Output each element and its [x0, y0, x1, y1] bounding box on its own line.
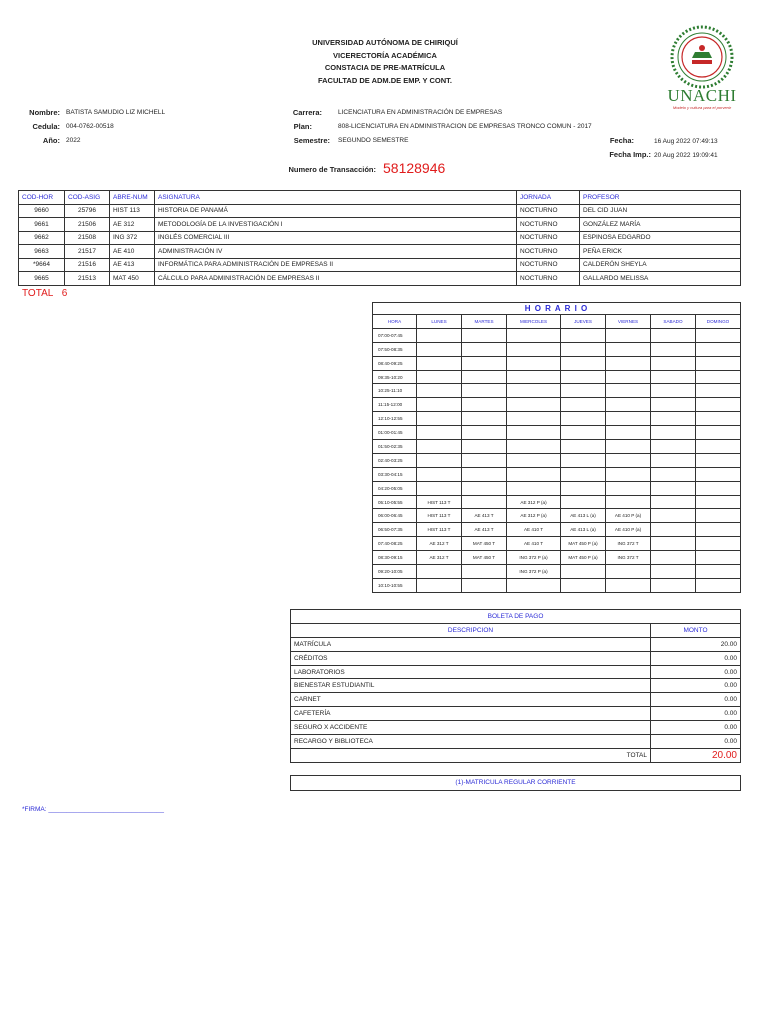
- schedule-cell: AE 410 T: [507, 523, 561, 537]
- time-slot: 07:50-08:35: [373, 342, 417, 356]
- column-header: ABRE-NUM: [110, 191, 155, 205]
- schedule-cell: AE 312 T: [417, 551, 462, 565]
- schedule-cell: [462, 440, 507, 454]
- schedule-cell: [606, 328, 651, 342]
- schedule-cell: [507, 370, 561, 384]
- total-label: TOTAL: [22, 288, 53, 299]
- boleta-amount: 0.00: [651, 693, 741, 707]
- schedule-cell: [606, 440, 651, 454]
- nombre-value: BATISTA SAMUDIO LIZ MICHELL: [66, 109, 166, 116]
- boleta-amount: 0.00: [651, 665, 741, 679]
- schedule-cell: [606, 426, 651, 440]
- table-cell: 21513: [65, 272, 110, 286]
- boleta-table: [290, 609, 741, 763]
- table-row: [19, 231, 741, 245]
- schedule-cell: [561, 398, 606, 412]
- schedule-cell: [417, 440, 462, 454]
- boleta-amount: 20.00: [651, 637, 741, 651]
- schedule-cell: [417, 342, 462, 356]
- boleta-description: BIENESTAR ESTUDIANTIL: [291, 679, 651, 693]
- boleta-amount: 0.00: [651, 651, 741, 665]
- time-slot: 06:50-07:35: [373, 523, 417, 537]
- horario-title: H O R A R I O: [373, 303, 741, 315]
- schedule-cell: [561, 495, 606, 509]
- table-cell: INFORMÁTICA PARA ADMINISTRACIÓN DE EMPRESAS II: [155, 258, 517, 272]
- ano-label: Año:: [42, 136, 60, 145]
- boleta-title-row: [291, 610, 741, 624]
- schedule-cell: [462, 398, 507, 412]
- table-row: [19, 218, 741, 232]
- schedule-cell: [561, 356, 606, 370]
- schedule-cell: [606, 370, 651, 384]
- schedule-cell: [651, 537, 696, 551]
- monto-header: MONTO: [651, 623, 741, 637]
- schedule-cell: [606, 412, 651, 426]
- schedule-cell: [507, 356, 561, 370]
- boleta-row: [291, 637, 741, 651]
- table-cell: 21506: [65, 218, 110, 232]
- horario-row: [373, 578, 741, 592]
- schedule-cell: ING 372 T: [606, 551, 651, 565]
- schedule-cell: [561, 384, 606, 398]
- table-row: [19, 272, 741, 286]
- schedule-cell: [606, 578, 651, 592]
- table-cell: 9661: [19, 218, 65, 232]
- transaccion-label: Numero de Transacción:: [288, 165, 376, 174]
- schedule-cell: [696, 481, 741, 495]
- schedule-cell: [462, 453, 507, 467]
- table-cell: HIST 113: [110, 204, 155, 218]
- day-header: JUEVES: [561, 315, 606, 329]
- schedule-cell: [696, 453, 741, 467]
- schedule-cell: [606, 384, 651, 398]
- horario-row: [373, 495, 741, 509]
- matricula-note: (1)-MATRICULA REGULAR CORRIENTE: [290, 775, 741, 791]
- column-header: PROFESOR: [580, 191, 741, 205]
- transaccion-value: 58128946: [383, 160, 446, 176]
- horario-row: [373, 565, 741, 579]
- schedule-cell: [561, 440, 606, 454]
- schedule-cell: [696, 370, 741, 384]
- schedule-cell: [606, 467, 651, 481]
- schedule-cell: [651, 440, 696, 454]
- boleta-row: [291, 721, 741, 735]
- semestre-label: Semestre:: [293, 136, 330, 145]
- table-cell: AE 410: [110, 245, 155, 259]
- schedule-cell: AE 312 P (a): [507, 509, 561, 523]
- schedule-cell: [462, 578, 507, 592]
- day-header: MARTES: [462, 315, 507, 329]
- schedule-cell: [417, 398, 462, 412]
- total-courses: [22, 288, 67, 299]
- horario-row: [373, 481, 741, 495]
- schedule-cell: AE 413 L (a): [561, 523, 606, 537]
- schedule-cell: [417, 384, 462, 398]
- schedule-cell: [651, 356, 696, 370]
- unachi-logo: [662, 24, 742, 114]
- schedule-cell: AE 312 T: [417, 537, 462, 551]
- total-value: 6: [61, 288, 68, 299]
- schedule-cell: [696, 384, 741, 398]
- schedule-cell: [651, 578, 696, 592]
- time-slot: 09:20-10:05: [373, 565, 417, 579]
- schedule-cell: [462, 565, 507, 579]
- schedule-cell: [561, 370, 606, 384]
- schedule-cell: [696, 412, 741, 426]
- schedule-cell: [561, 328, 606, 342]
- horario-row: [373, 412, 741, 426]
- schedule-cell: [417, 481, 462, 495]
- time-slot: 06:00-06:45: [373, 509, 417, 523]
- table-cell: ESPINOSA EDGARDO: [580, 231, 741, 245]
- table-cell: GONZÁLEZ MARÍA: [580, 218, 741, 232]
- schedule-cell: [651, 426, 696, 440]
- schedule-cell: MAT 450 T: [462, 537, 507, 551]
- table-row: [19, 204, 741, 218]
- header-line: UNIVERSIDAD AUTÓNOMA DE CHIRIQUÍ: [312, 38, 458, 47]
- day-header: MIERCOLES: [507, 315, 561, 329]
- schedule-cell: [417, 370, 462, 384]
- carrera-value: LICENCIATURA EN ADMINISTRACIÓN DE EMPRESAS: [338, 109, 503, 116]
- day-header: SABADO: [651, 315, 696, 329]
- schedule-cell: [606, 398, 651, 412]
- boleta-description: MATRÍCULA: [291, 637, 651, 651]
- header-line: CONSTACIA DE PRE-MATRÍCULA: [324, 63, 446, 72]
- schedule-cell: [696, 509, 741, 523]
- descripcion-header: DESCRIPCION: [291, 623, 651, 637]
- table-cell: 9662: [19, 231, 65, 245]
- column-header: COD-ASIG: [65, 191, 110, 205]
- schedule-cell: [606, 453, 651, 467]
- table-cell: PEÑA ERICK: [580, 245, 741, 259]
- schedule-cell: [417, 426, 462, 440]
- logo-text: UNACHI: [667, 86, 737, 105]
- fecha-imp-label: Fecha Imp.:: [609, 150, 651, 159]
- table-cell: 9665: [19, 272, 65, 286]
- time-slot: 09:35-10:20: [373, 370, 417, 384]
- table-cell: INGLÉS COMERCIAL III: [155, 231, 517, 245]
- semestre-value: SEGUNDO SEMESTRE: [338, 137, 409, 144]
- schedule-cell: ING 372 P (a): [507, 565, 561, 579]
- schedule-cell: [651, 481, 696, 495]
- schedule-cell: MAT 450 P (a): [561, 537, 606, 551]
- fecha-label: Fecha:: [609, 136, 634, 145]
- table-cell: NOCTURNO: [517, 231, 580, 245]
- schedule-cell: [462, 467, 507, 481]
- plan-label: Plan:: [293, 122, 312, 131]
- time-slot: 10:25-11:10: [373, 384, 417, 398]
- table-cell: MAT 450: [110, 272, 155, 286]
- boleta-description: RECARGO Y BIBLIOTECA: [291, 735, 651, 749]
- horario-row: [373, 509, 741, 523]
- boleta-row: [291, 707, 741, 721]
- schedule-cell: [507, 578, 561, 592]
- schedule-cell: [507, 453, 561, 467]
- day-header: DOMINGO: [696, 315, 741, 329]
- horario-row: [373, 467, 741, 481]
- table-cell: 25796: [65, 204, 110, 218]
- boleta-amount: 0.00: [651, 735, 741, 749]
- boleta-total-label: TOTAL: [291, 748, 651, 762]
- schedule-cell: [606, 565, 651, 579]
- schedule-cell: [651, 370, 696, 384]
- horario-row: [373, 342, 741, 356]
- horario-row: [373, 440, 741, 454]
- schedule-cell: [507, 426, 561, 440]
- schedule-cell: [696, 523, 741, 537]
- schedule-cell: HIST 113 T: [417, 523, 462, 537]
- horario-row: [373, 551, 741, 565]
- table-cell: AE 312: [110, 218, 155, 232]
- schedule-cell: AE 410 P (a): [606, 523, 651, 537]
- schedule-cell: [417, 412, 462, 426]
- schedule-cell: [651, 398, 696, 412]
- time-slot: 08:30-09:15: [373, 551, 417, 565]
- boleta-row: [291, 679, 741, 693]
- nombre-label: Nombre:: [29, 108, 60, 117]
- table-cell: 21516: [65, 258, 110, 272]
- schedule-cell: [651, 551, 696, 565]
- boleta-description: CARNET: [291, 693, 651, 707]
- boleta-description: SEGURO X ACCIDENTE: [291, 721, 651, 735]
- horario-row: [373, 328, 741, 342]
- ano-value: 2022: [66, 137, 81, 144]
- table-cell: NOCTURNO: [517, 204, 580, 218]
- schedule-cell: [561, 453, 606, 467]
- schedule-cell: [561, 578, 606, 592]
- schedule-cell: AE 413 T: [462, 523, 507, 537]
- table-cell: METODOLOGÍA DE LA INVESTIGACIÓN I: [155, 218, 517, 232]
- boleta-title: BOLETA DE PAGO: [291, 610, 741, 624]
- time-slot: 12:10-12:55: [373, 412, 417, 426]
- schedule-cell: HIST 113 T: [417, 495, 462, 509]
- schedule-cell: [462, 495, 507, 509]
- schedule-cell: [651, 384, 696, 398]
- table-cell: AE 413: [110, 258, 155, 272]
- horario-row: [373, 453, 741, 467]
- courses-table: [18, 190, 741, 286]
- schedule-cell: [696, 495, 741, 509]
- header-line: FACULTAD DE ADM.DE EMP. Y CONT.: [317, 75, 453, 85]
- table-cell: NOCTURNO: [517, 258, 580, 272]
- table-cell: CALDERÓN SHEYLA: [580, 258, 741, 272]
- courses-header-row: [19, 191, 741, 205]
- day-header: LUNES: [417, 315, 462, 329]
- boleta-row: [291, 693, 741, 707]
- boleta-description: CRÉDITOS: [291, 651, 651, 665]
- seal-icon: [662, 24, 742, 94]
- schedule-cell: [561, 481, 606, 495]
- schedule-cell: MAT 450 T: [462, 551, 507, 565]
- schedule-cell: [507, 328, 561, 342]
- schedule-cell: [507, 412, 561, 426]
- table-cell: ING 372: [110, 231, 155, 245]
- schedule-cell: [561, 565, 606, 579]
- schedule-cell: [462, 384, 507, 398]
- schedule-cell: MAT 450 P (a): [561, 551, 606, 565]
- time-slot: 05:10-05:55: [373, 495, 417, 509]
- schedule-cell: [462, 481, 507, 495]
- schedule-cell: [696, 356, 741, 370]
- time-slot: 07:00-07:45: [373, 328, 417, 342]
- column-header: ASIGNATURA: [155, 191, 517, 205]
- day-header: VIERNES: [606, 315, 651, 329]
- horario-title-row: [373, 303, 741, 315]
- schedule-cell: [462, 412, 507, 426]
- boleta-description: CAFETERÍA: [291, 707, 651, 721]
- schedule-cell: [651, 467, 696, 481]
- schedule-cell: [606, 342, 651, 356]
- schedule-cell: [507, 467, 561, 481]
- day-header: HORA: [373, 315, 417, 329]
- schedule-cell: [561, 426, 606, 440]
- boleta-total-value: 20.00: [651, 748, 741, 762]
- boleta-row: [291, 665, 741, 679]
- schedule-cell: [696, 342, 741, 356]
- table-cell: NOCTURNO: [517, 218, 580, 232]
- table-cell: DEL CID JUAN: [580, 204, 741, 218]
- schedule-cell: [462, 370, 507, 384]
- time-slot: 02:40-03:25: [373, 453, 417, 467]
- column-header: JORNADA: [517, 191, 580, 205]
- time-slot: 01:50-02:35: [373, 440, 417, 454]
- table-row: [19, 245, 741, 259]
- schedule-cell: [507, 384, 561, 398]
- time-slot: 08:40-09:25: [373, 356, 417, 370]
- schedule-cell: [696, 467, 741, 481]
- table-cell: *9664: [19, 258, 65, 272]
- schedule-cell: [651, 523, 696, 537]
- schedule-cell: [417, 565, 462, 579]
- schedule-cell: [651, 495, 696, 509]
- horario-row: [373, 384, 741, 398]
- schedule-cell: [507, 440, 561, 454]
- schedule-cell: [696, 426, 741, 440]
- schedule-cell: [417, 328, 462, 342]
- schedule-cell: AE 413 T: [462, 509, 507, 523]
- horario-row: [373, 356, 741, 370]
- boleta-description: LABORATORIOS: [291, 665, 651, 679]
- table-cell: CÁLCULO PARA ADMINISTRACIÓN DE EMPRESAS II: [155, 272, 517, 286]
- column-header: COD-HOR: [19, 191, 65, 205]
- logo-tagline: Modelo y cultura para el porvenir: [672, 105, 732, 110]
- horario-row: [373, 370, 741, 384]
- schedule-cell: [417, 467, 462, 481]
- schedule-cell: [561, 467, 606, 481]
- schedule-cell: HIST 113 T: [417, 509, 462, 523]
- cedula-value: 004-0762-00518: [66, 123, 114, 130]
- schedule-cell: AE 312 P (a): [507, 495, 561, 509]
- horario-header-row: [373, 315, 741, 329]
- schedule-cell: [696, 565, 741, 579]
- schedule-cell: AE 410 P (a): [606, 509, 651, 523]
- table-cell: NOCTURNO: [517, 245, 580, 259]
- schedule-cell: [696, 328, 741, 342]
- schedule-cell: [462, 426, 507, 440]
- schedule-cell: [696, 578, 741, 592]
- schedule-cell: [606, 495, 651, 509]
- schedule-cell: [606, 481, 651, 495]
- boleta-header-row: [291, 623, 741, 637]
- boleta-row: [291, 735, 741, 749]
- table-cell: 21517: [65, 245, 110, 259]
- schedule-cell: [417, 356, 462, 370]
- schedule-cell: [651, 509, 696, 523]
- schedule-cell: [606, 356, 651, 370]
- carrera-label: Carrera:: [292, 108, 322, 117]
- table-cell: 9660: [19, 204, 65, 218]
- schedule-cell: AE 413 L (a): [561, 509, 606, 523]
- table-cell: NOCTURNO: [517, 272, 580, 286]
- schedule-cell: [696, 537, 741, 551]
- table-row: [19, 258, 741, 272]
- schedule-cell: [462, 342, 507, 356]
- time-slot: 10:10-10:55: [373, 578, 417, 592]
- time-slot: 04:20-05:05: [373, 481, 417, 495]
- firma-line: *FIRMA: ________________________________: [22, 806, 165, 813]
- schedule-cell: [696, 398, 741, 412]
- document-header: [200, 37, 570, 87]
- horario-row: [373, 523, 741, 537]
- schedule-cell: [417, 453, 462, 467]
- table-cell: HISTORIA DE PANAMÁ: [155, 204, 517, 218]
- horario-row: [373, 426, 741, 440]
- header-line: VICERECTORÍA ACADÉMICA: [333, 50, 437, 60]
- boleta-row: [291, 651, 741, 665]
- schedule-cell: ING 372 P (a): [507, 551, 561, 565]
- boleta-amount: 0.00: [651, 679, 741, 693]
- schedule-cell: [651, 328, 696, 342]
- schedule-cell: [561, 342, 606, 356]
- plan-value: 808-LICENCIATURA EN ADMINISTRACION DE EMPRESAS TRONCO COMUN - 2017: [338, 123, 592, 130]
- schedule-cell: [507, 481, 561, 495]
- fecha-value: 16 Aug 2022 07:49:13: [654, 138, 718, 145]
- schedule-cell: [696, 551, 741, 565]
- table-cell: GALLARDO MELISSA: [580, 272, 741, 286]
- horario-row: [373, 537, 741, 551]
- table-cell: ADMINISTRACIÓN IV: [155, 245, 517, 259]
- boleta-amount: 0.00: [651, 721, 741, 735]
- boleta-amount: 0.00: [651, 707, 741, 721]
- schedule-cell: [651, 565, 696, 579]
- schedule-cell: [507, 398, 561, 412]
- time-slot: 01:00-01:45: [373, 426, 417, 440]
- time-slot: 07:40-08:25: [373, 537, 417, 551]
- horario-row: [373, 398, 741, 412]
- schedule-cell: [696, 440, 741, 454]
- table-cell: 21508: [65, 231, 110, 245]
- horario-table: [372, 302, 741, 593]
- boleta-total-row: [291, 748, 741, 762]
- schedule-cell: AE 410 T: [507, 537, 561, 551]
- schedule-cell: [507, 342, 561, 356]
- schedule-cell: [651, 412, 696, 426]
- schedule-cell: [417, 578, 462, 592]
- schedule-cell: [462, 328, 507, 342]
- schedule-cell: [651, 453, 696, 467]
- time-slot: 11:15-12:00: [373, 398, 417, 412]
- schedule-cell: ING 372 T: [606, 537, 651, 551]
- schedule-cell: [651, 342, 696, 356]
- table-cell: 9663: [19, 245, 65, 259]
- fecha-imp-value: 20 Aug 2022 19:09:41: [654, 152, 718, 159]
- schedule-cell: [561, 412, 606, 426]
- time-slot: 03:30-04:15: [373, 467, 417, 481]
- cedula-label: Cedula:: [32, 122, 60, 131]
- schedule-cell: [462, 356, 507, 370]
